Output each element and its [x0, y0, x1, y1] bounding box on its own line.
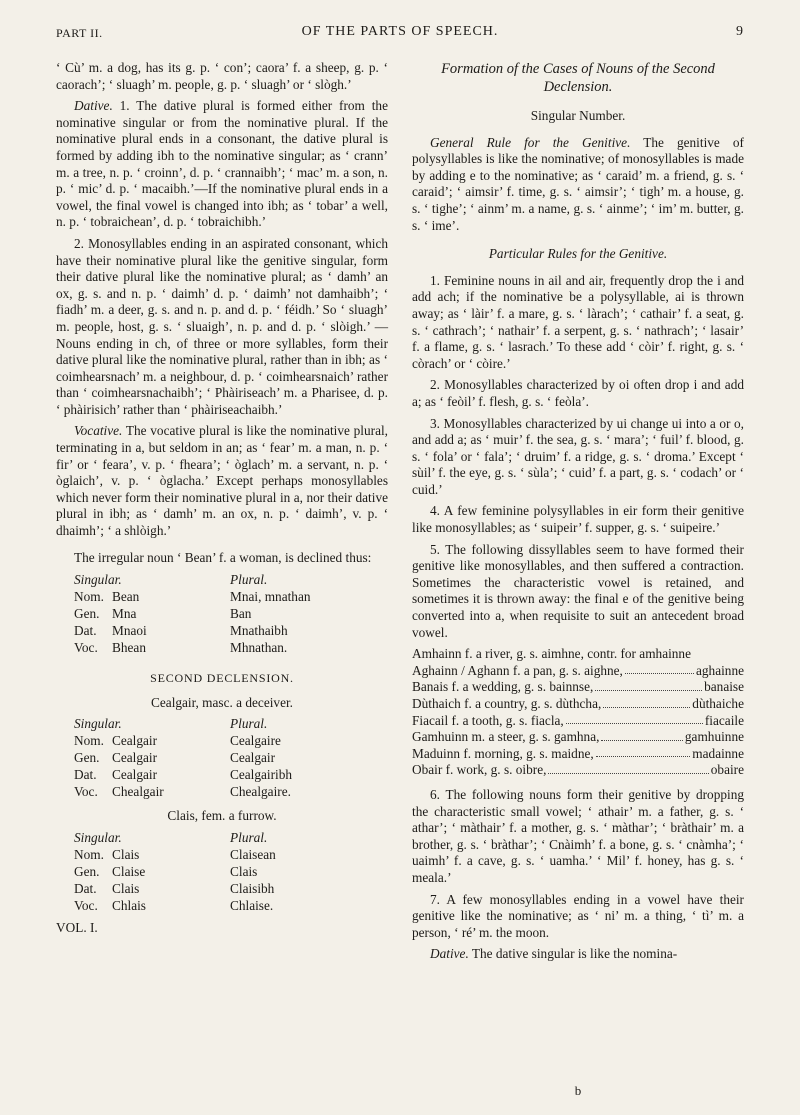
section-title: SECOND DECLENSION. — [150, 671, 294, 686]
list-item: Banais f. a wedding, g. s. bainnse, banaise — [412, 679, 744, 695]
page-number: 9 — [736, 24, 744, 39]
page-title: OF THE PARTS OF SPEECH. — [301, 24, 499, 39]
section-heading: Dative. — [430, 946, 469, 962]
rule-paragraph: 4. A few feminine polysyllables in eir form their genitive like monosyllables; as ‘ suipeir’ f. supper, g. s. ‘ suipeire.’ — [412, 503, 744, 536]
paragraph: 2. Monosyllables ending in an aspirated consonant, which have their nominative plural like the genitive singular, form their dative plural like the nominative plural; as ‘ damh’ an ox, g. s. and n. p. ‘ daimh’ d. p. ‘ daimh’ not damhaibh’; ‘ fiadh’ m. a deer, g. s. and n. p. and d. p. ‘ féidh.’ So ‘ sluagh’ m. people, host, g. s. ‘ sluaigh’, n. p. and d. p. ‘ slòigh.’ —Nouns ending in ch, of three or more syllables, form their dative plural like the nominative plural, rather than in ibh; as ‘ coimhearsnach’ m. a neighbour, d. p. ‘ coimhearsnaich’ rather than ‘ coimhearsnachaibh’; ‘ Phàiriseach’ m. a Pharisee, d. p. ‘ phàirisich’ rather than ‘ phàiriseachaibh.’ — [56, 235, 388, 417]
rule-paragraph: 6. The following nouns form their genitive by dropping the characteristic small vowel; ‘ athair’ m. a father, g. s. ‘ athar’; ‘ màthair’ f. a mother, g. s. ‘ màthar’; ‘ bràthair’ m. a brother, g. s. ‘ bràthar’; ‘ Cnàimh’ f. a bone, g. s. ‘ cnàmha’; ‘ uaimh’ f. a cave, g. s. ‘ uamha.’ ‘ Mil’ f. honey, has g. s. ‘ meala.’ — [412, 786, 744, 885]
vocative-paragraph: Vocative. The vocative plural is like the nominative plural, terminating in a, but seldom in an; as ‘ fear’ m. a man, n. p. ‘ fir’ or ‘ feara’, v. p. ‘ fheara’; ‘ òglach’ m. a servant, n. p. ‘ òglaich’, v. p. ‘ òglacha.’ Except perhaps monosyllables which never form their nominative plural in a, nor their dative plural in ibh; as ‘ damh’ m. an ox, n. p. ‘ daimh’, v. p. ‘ dhaimh’; ‘ a shlòigh.’ — [56, 423, 388, 539]
list-item: Maduinn f. morning, g. s. maidne, madainne — [412, 745, 744, 761]
paragraph: The irregular noun ‘ Bean’ f. a woman, is declined thus: — [74, 549, 372, 565]
table-row: Gen. Mna Ban — [74, 606, 252, 622]
left-column — [56, 60, 388, 937]
section-heading: General Rule for the Genitive. — [430, 134, 631, 150]
table-row: Nom. Bean Mnai, mnathan — [74, 589, 311, 605]
part-label: PART II. — [56, 26, 103, 40]
running-header — [56, 24, 744, 48]
dative-paragraph: Dative. The dative singular is like the nomina- — [430, 946, 678, 962]
rule-paragraph: 2. Monosyllables characterized by oi often drop i and add a; as ‘ feòil’ f. flesh, g. s. ‘ feòla’. — [412, 377, 744, 409]
section-title: Formation of the Cases of Nouns of the Second Declension. — [441, 61, 715, 95]
list-item: Amhainn f. a river, g. s. aimhne, contr. for amhainne — [412, 646, 691, 662]
paragraph: ‘ Cù’ m. a dog, has its g. p. ‘ con’; caora’ f. a sheep, g. p. ‘ caorach’; ‘ sluagh’ m. people, g. p. ‘ sluagh’ or ‘ slògh.’ — [56, 60, 388, 92]
paradigm-title: Clais, fem. a furrow. — [167, 808, 277, 824]
clais-declension-table: Singular. Plural. Nom. Clais Claisean Gen. Claise Clais Dat. Clais Claisibh Voc. Chlais Chlaise. — [74, 830, 276, 913]
printer-signature: b — [574, 1083, 582, 1098]
table-row: Voc. Chlais Chlaise. — [74, 898, 274, 913]
general-rule-paragraph: General Rule for the Genitive. The genitive of polysyllables is like the nominative; of monosyllables is made by adding e to the nominative; as ‘ caraid’ m. a friend, g. s. ‘ caraid’; ‘ aimsir’ f. time, g. s. ‘ aimsir’; ‘ tigh’ m. a house, g. s. ‘ tighe’; ‘ ainm’ m. a name, g. s. ‘ ainme’; ‘ im’ m. butter, g. s. ‘ ime’. — [412, 134, 744, 233]
table-row: Gen. Claise Clais — [74, 864, 258, 879]
table-row: Nom. Clais Claisean — [74, 847, 276, 862]
paradigm-title: Cealgair, masc. a deceiver. — [151, 694, 293, 710]
rule-paragraph: 1. Feminine nouns in ail and air, frequently drop the i and add ach; if the nominative be a polysyllable, ai is thrown away; as ‘ làir’ f. a mare, g. s. ‘ làrach’; ‘ cathair’ f. a seat, g. s. ‘ cathrach’; ‘ nathair’ f. a serpent, g. s. ‘ nathrach’; ‘ lasair’ f. a flame, g. s. ‘ lasrach.’ To these add ‘ còir’ f. right, g. s. ‘ còrach’ or ‘ còire.’ — [412, 272, 744, 371]
right-column — [412, 60, 744, 968]
list-item: Dùthaich f. a country, g. s. dùthcha, dùthaiche — [412, 696, 744, 711]
bean-declension-table: Singular. Plural. Nom. Bean Mnai, mnathan Gen. Mna Ban Dat. Mnaoi Mnathaibh Voc. Bhean Mhnathan. — [74, 572, 311, 656]
table-row: Dat. Clais Claisibh — [74, 881, 275, 896]
subsection-title: Singular Number. — [530, 108, 626, 123]
dative-paragraph: Dative. 1. The dative plural is formed either from the nominative singular or from the nominative plural. If the nominative plural ends in a consonant, the dative plural is formed by adding ibh to the nominative singular; as ‘ crann’ m. a tree, n. p. ‘ croinn’, d. p. ‘ crannaibh’; ‘ mac’ m. a son, n. p. ‘ mic’ d. p. ‘ macaibh.’—If the nominative plural ends in a vowel, the final vowel is changed into ibh; as ‘ tobar’ a well, n. p. ‘ tobraichean’, d. p. ‘ tobraichibh.’ — [56, 98, 388, 230]
list-item: Gamhuinn m. a steer, g. s. gamhna, gamhuinne — [412, 729, 744, 745]
rule-paragraph: 3. Monosyllables characterized by ui change ui into a or o, and add a; as ‘ muir’ f. the sea, g. s. ‘ mara’; ‘ fuil’ f. blood, g. s. ‘ fola’ or ‘ fala’; ‘ druim’ f. a ridge, g. s. ‘ droma.’ Except ‘ sùil’ f. the eye, g. s. ‘ sùla’; ‘ cuid’ f. a part, g. s. ‘ codach’ or ‘ cuid.’ — [412, 415, 744, 497]
table-row: Voc. Bhean Mhnathan. — [74, 640, 288, 656]
volume-signature: VOL. I. — [56, 920, 98, 935]
list-item: Aghainn / Aghann f. a pan, g. s. aighne, aghainne — [412, 662, 744, 678]
subsection-title: Particular Rules for the Genitive. — [488, 246, 668, 262]
section-heading: Vocative. — [74, 423, 123, 439]
cealgair-declension-table: Singular. Plural. Nom. Cealgair Cealgaire Gen. Cealgair Cealgair Dat. Cealgair Cealgairibh Voc. Chealgair Chealgaire. — [74, 716, 293, 800]
table-row: Dat. Cealgair Cealgairibh — [74, 767, 293, 783]
list-item: Fiacail f. a tooth, g. s. fiacla, fiacaile — [412, 712, 744, 728]
contraction-list — [412, 646, 744, 779]
table-row: Nom. Cealgair Cealgaire — [74, 733, 281, 749]
list-item: Obair f. work, g. s. oibre, obaire — [412, 762, 744, 778]
table-row: Dat. Mnaoi Mnathaibh — [74, 623, 288, 639]
rule-paragraph: 7. A few monosyllables ending in a vowel have their genitive like the nominative; as ‘ ni’ m. a thing, ‘ tì’ m. a person, ‘ ré’ m. the moon. — [412, 891, 744, 940]
table-row: Gen. Cealgair Cealgair — [74, 750, 276, 766]
section-heading: Dative. — [74, 98, 113, 114]
rule-paragraph: 5. The following dissyllables seem to have formed their genitive like monosyllables, and then suffered a contraction. Sometimes the characteristic vowel is retained, and sometimes it is thrown away: the final e of the genitive being converted into a, when requisite to suit an antecedent broad vowel. — [412, 541, 744, 640]
table-row: Voc. Chealgair Chealgaire. — [74, 784, 291, 800]
